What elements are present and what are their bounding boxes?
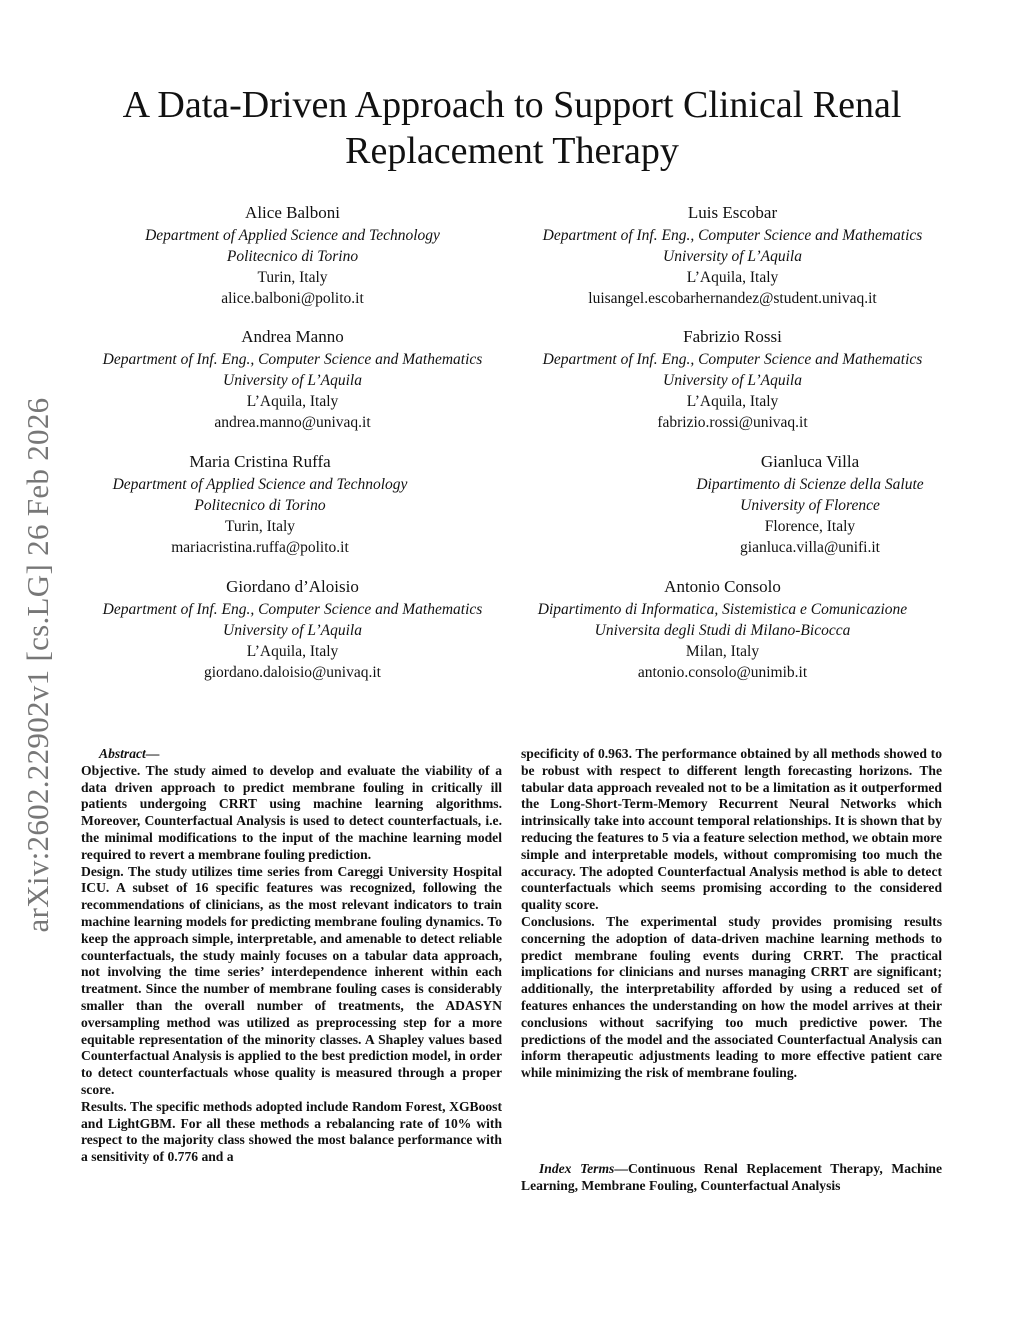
author-name: Fabrizio Rossi	[683, 327, 782, 346]
author-name: Gianluca Villa	[760, 452, 860, 471]
author-institution: Politecnico di Torino	[194, 497, 326, 514]
abstract-conclusions: Conclusions. The experimental study provides promising results concerning the adoption of data-driven machine learning methods to predict membrane fouling events during CRRT. The practical implications for clinicians and nurses managing CRRT are significant; additionally, the interpretability afforded by using a reduced set of features enhances the understanding on how the model arrives at their conclusions without sacrifying too much predictive power. The predictions of the model and the associated Counterfactual Analysis can inform therapeutic adjustments leading to more effective patient care while minimizing the risk of membrane fouling.	[521, 913, 942, 1081]
author-block	[510, 326, 955, 433]
author-location: L’Aquila, Italy	[686, 269, 779, 286]
author-department: Department of Applied Science and Technology	[145, 227, 440, 244]
author-block	[70, 576, 515, 683]
author-department: Department of Inf. Eng., Computer Science and Mathematics	[542, 227, 923, 244]
author-name: Alice Balboni	[245, 203, 340, 222]
author-email: giordano.daloisio@univaq.it	[203, 664, 381, 681]
paper-title	[0, 82, 1024, 174]
author-name: Andrea Manno	[241, 327, 344, 346]
author-email: alice.balboni@polito.it	[221, 290, 364, 307]
title-line-1: A Data-Driven Approach to Support Clinical Renal	[122, 84, 902, 126]
index-terms-text: —Continuous Renal Replacement Therapy, Machine Learning, Membrane Fouling, Counterfactual Analysis	[521, 1161, 942, 1193]
index-terms-label: Index Terms	[539, 1161, 615, 1176]
author-department: Department of Inf. Eng., Computer Science and Mathematics	[102, 601, 483, 618]
author-block	[60, 451, 460, 558]
author-location: L’Aquila, Italy	[246, 393, 339, 410]
author-name: Giordano d’Aloisio	[226, 577, 359, 596]
author-email: luisangel.escobarhernandez@student.univaq.it	[588, 290, 877, 307]
author-block	[510, 202, 955, 309]
author-institution: University of L’Aquila	[663, 372, 802, 389]
author-location: Milan, Italy	[685, 643, 760, 660]
author-block	[500, 576, 945, 683]
arxiv-identifier: arXiv:2602.22902v1 [cs.LG] 26 Feb 2026	[20, 397, 55, 933]
author-institution: Universita degli Studi di Milano-Bicocca	[594, 622, 851, 639]
author-location: Turin, Italy	[257, 269, 328, 286]
title-line-2: Replacement Therapy	[345, 130, 679, 172]
author-name: Antonio Consolo	[664, 577, 781, 596]
author-institution: University of L’Aquila	[663, 248, 802, 265]
author-institution: University of L’Aquila	[223, 622, 362, 639]
author-location: L’Aquila, Italy	[686, 393, 779, 410]
abstract-results: Results. The specific methods adopted include Random Forest, XGBoost and LightGBM. For all these methods a rebalancing rate of 10% with respect to the majority class showed the most balance performance with a sensitivity of 0.776 and a	[81, 1098, 502, 1165]
author-email: gianluca.villa@unifi.it	[740, 539, 880, 556]
author-department: Department of Applied Science and Technology	[112, 476, 408, 493]
index-terms	[521, 1161, 942, 1195]
author-institution: Politecnico di Torino	[226, 248, 359, 265]
author-email: antonio.consolo@unimib.it	[637, 664, 808, 681]
author-name: Luis Escobar	[687, 203, 778, 222]
abstract-objective: Objective. The study aimed to develop and evaluate the viability of a data driven approach to predict membrane fouling in critically ill patients undergoing CRRT using machine learning algorithms. Moreover, Counterfactual Analysis is used to detect counterfactuals, i.e. the minimal modifications to the input of the machine learning model required to revert a membrane fouling prediction.	[81, 762, 502, 862]
abstract-heading: Abstract—	[99, 746, 160, 761]
author-email: mariacristina.ruffa@polito.it	[171, 539, 349, 556]
author-department: Dipartimento di Informatica, Sistemistica e Comunicazione	[537, 601, 908, 618]
author-name: Maria Cristina Ruffa	[189, 452, 331, 471]
abstract-results-continued: specificity of 0.963. The performance obtained by all methods showed to be robust with respect to different length forecasting horizons. The tabular data approach revealed not to be a limitation as it outperformed the Long-Short-Term-Memory Recurrent Neural Networks which intrinsically take into account temporal relationships. It is shown that by reducing the features to 5 via a feature selection method, we obtain more simple and interpretable models, without compromising too much the accuracy. The adopted Counterfactual Analysis method is able to detect counterfactuals which seems promising according to the considered quality score.	[521, 746, 942, 913]
author-block	[70, 202, 515, 309]
abstract-design: Design. The study utilizes time series from Careggi University Hospital ICU. A subset of 16 specific features was recognized, following the recommendations of clinicians, as the most relevant indicators to train machine learning models for predicting membrane fouling dynamics. To keep the approach simple, interpretable, and amenable to detect reliable counterfactuals, the study mainly focuses on a tabular data approach, not involving the time series’ interdependence inherent within each treatment. Since the number of membrane fouling cases is considerably smaller than the overall number of treatments, the ADASYN oversampling method was utilized as preprocessing step for a more equitable representation of the minority classes. A Shapley values based Counterfactual Analysis is applied to the best prediction model, in order to detect counterfactuals whose quality is measured through a proper score.	[81, 863, 502, 1097]
author-institution: University of Florence	[740, 497, 880, 514]
abstract-left-column	[81, 746, 502, 1166]
author-department: Dipartimento di Scienze della Salute	[696, 476, 924, 493]
author-email: andrea.manno@univaq.it	[214, 414, 371, 431]
arxiv-sidebar-stamp	[8, 370, 68, 960]
abstract-right-column	[521, 746, 942, 1082]
author-block	[610, 451, 1010, 558]
author-block	[70, 326, 515, 433]
author-institution: University of L’Aquila	[223, 372, 362, 389]
author-location: L’Aquila, Italy	[246, 643, 339, 660]
author-department: Department of Inf. Eng., Computer Science and Mathematics	[102, 351, 483, 368]
author-email: fabrizio.rossi@univaq.it	[657, 414, 808, 431]
author-department: Department of Inf. Eng., Computer Science and Mathematics	[542, 351, 923, 368]
author-location: Florence, Italy	[764, 518, 856, 535]
author-location: Turin, Italy	[224, 518, 296, 535]
